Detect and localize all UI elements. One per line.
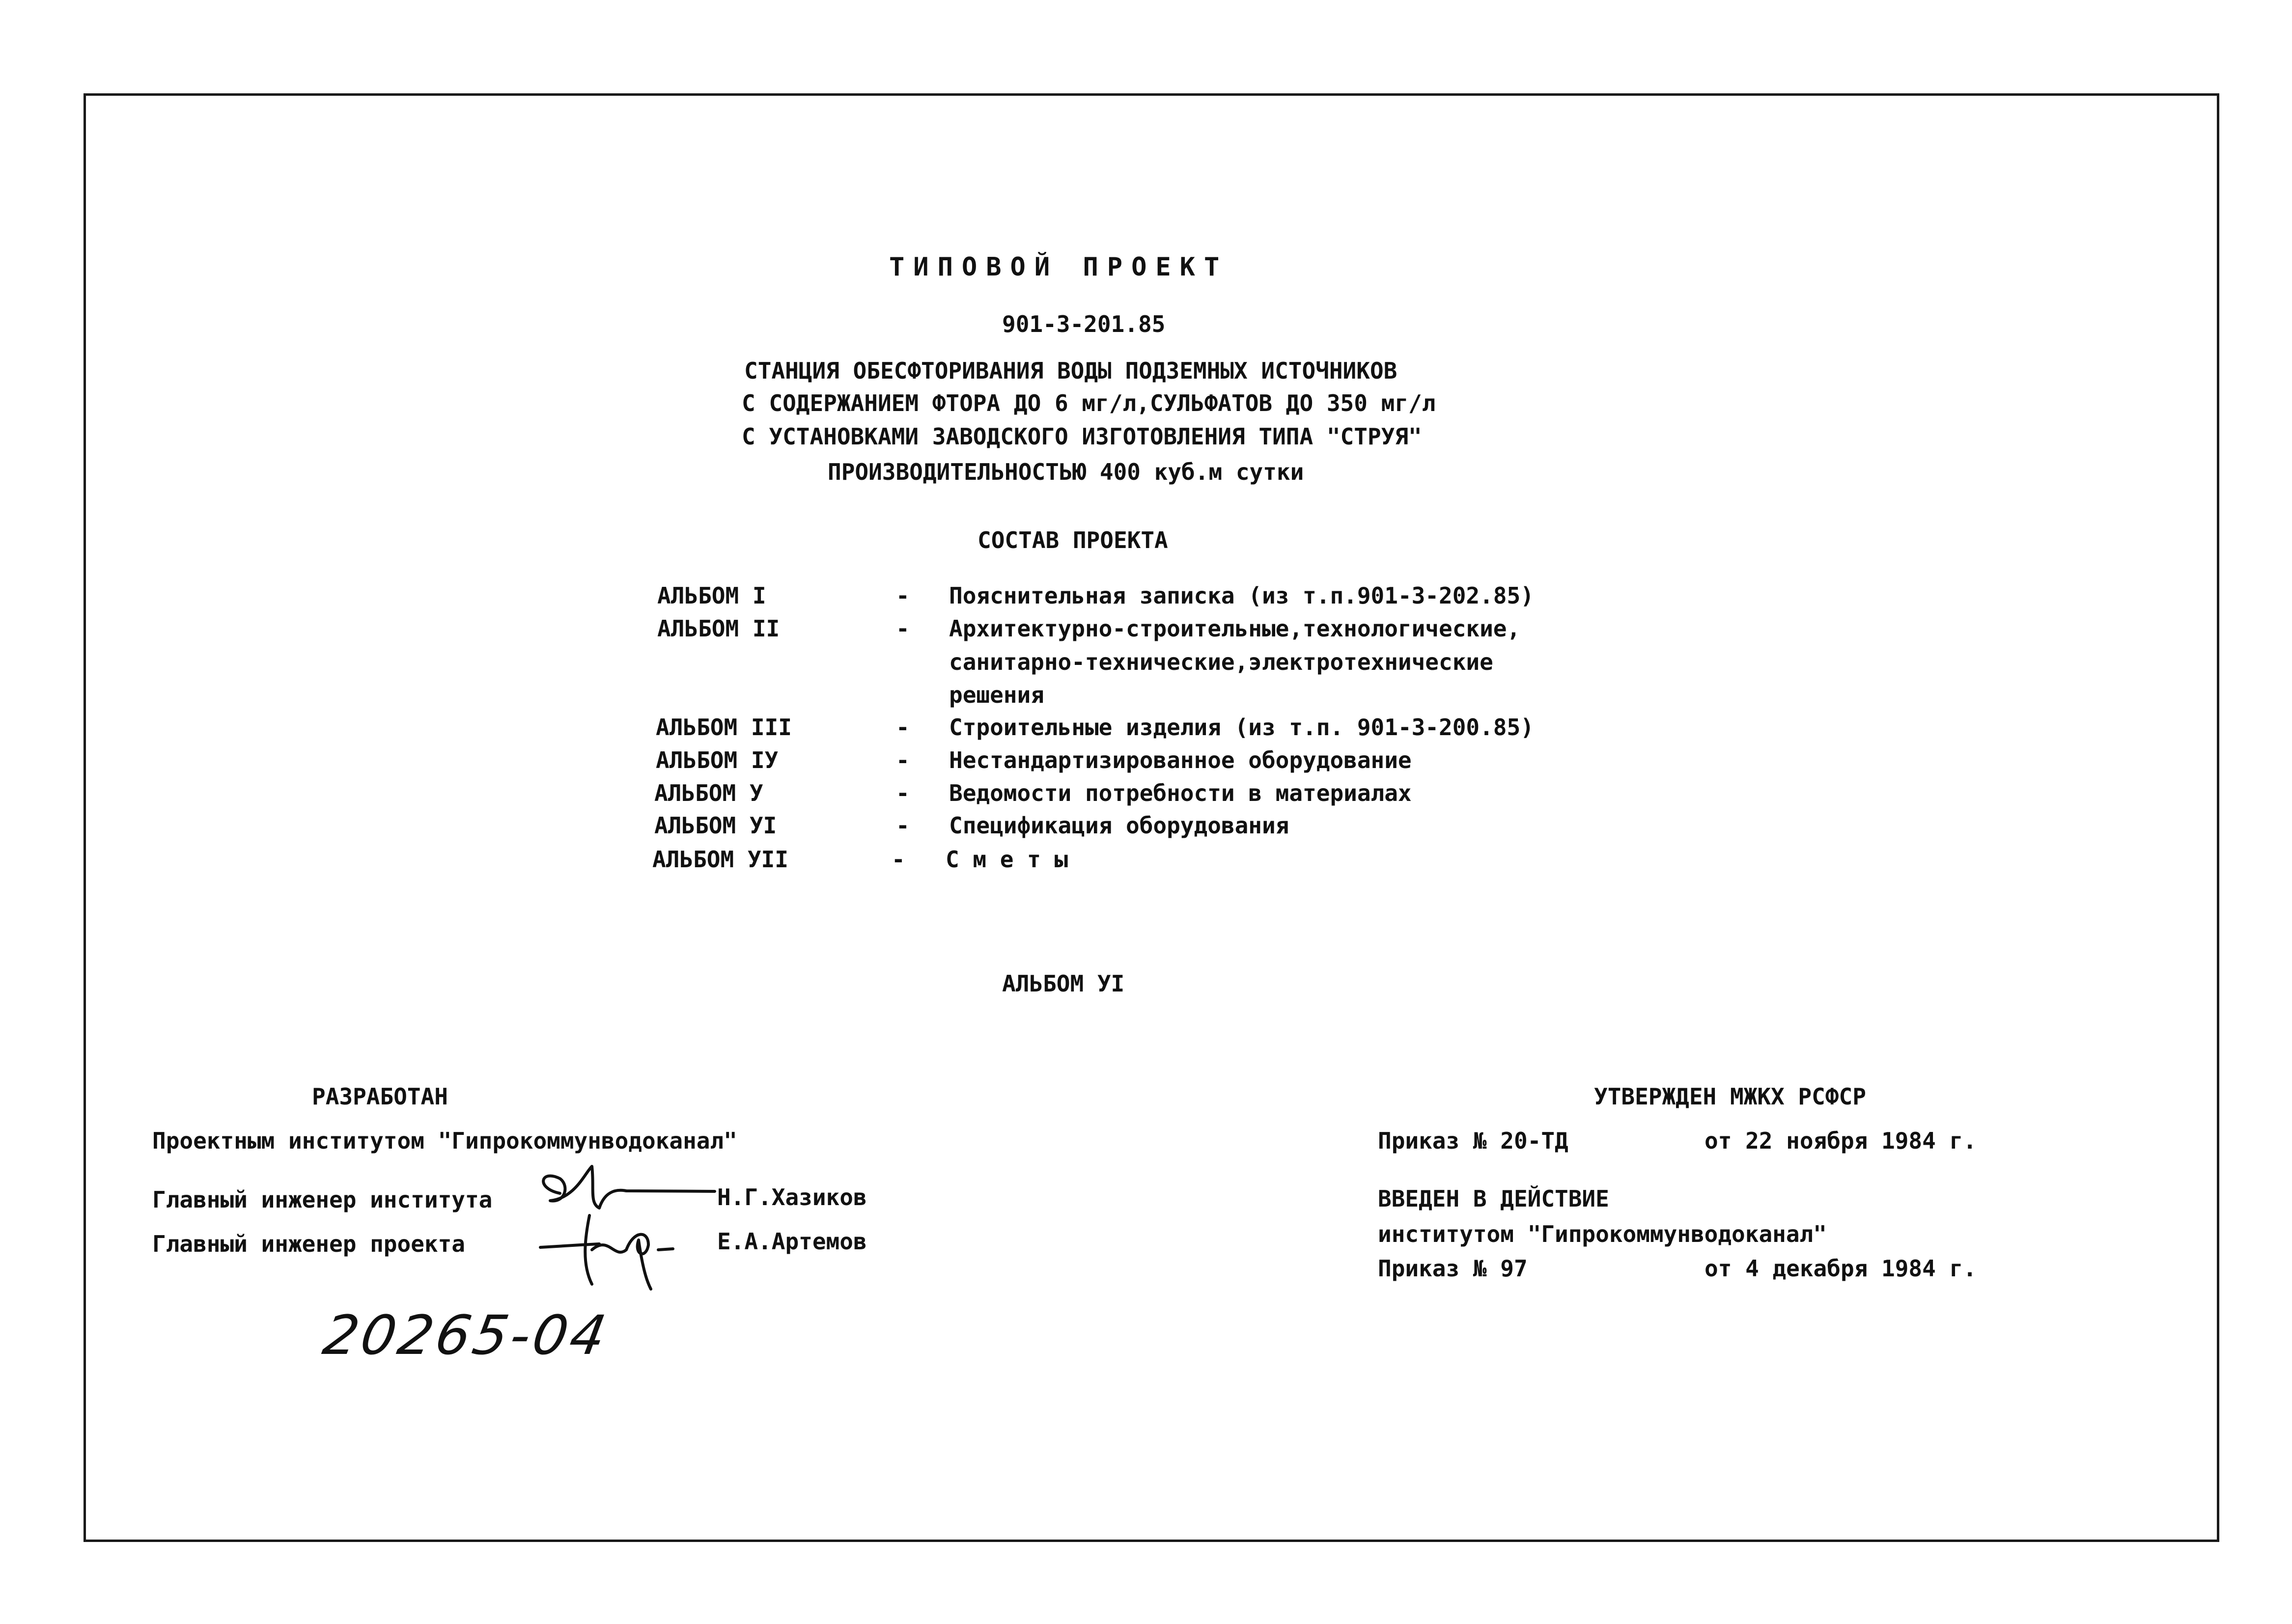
handwritten-archive-number: 20265-04	[318, 1304, 614, 1367]
album-description: Ведомости потребности в материалах	[949, 780, 1412, 806]
approval-order: Приказ № 20-ТД	[1378, 1128, 1568, 1154]
description-line-1: СТАНЦИЯ ОБЕСФТОРИВАНИЯ ВОДЫ ПОДЗЕМНЫХ ИСТОЧНИКОВ	[744, 358, 1398, 384]
album-description: Пояснительная записка (из т.п.901-3-202.85)	[949, 582, 1534, 609]
album-name: АЛЬБОМ У	[654, 780, 763, 806]
composition-heading: СОСТАВ ПРОЕКТА	[978, 527, 1168, 553]
album-description: Строительные изделия (из т.п. 901-3-200.85)	[949, 714, 1534, 741]
album-description: С м е т ы	[946, 846, 1068, 873]
list-dash: -	[896, 582, 910, 609]
list-dash: -	[892, 846, 905, 873]
album-description: санитарно-технические,электротехнические	[949, 649, 1493, 675]
chief-engineer-project-label: Главный инженер проекта	[152, 1231, 465, 1257]
approved-heading: УТВЕРЖДЕН МЖКХ РСФСР	[1594, 1083, 1866, 1110]
document-title: ТИПОВОЙ ПРОЕКТ	[889, 252, 1229, 282]
album-name: АЛЬБОМ II	[657, 615, 780, 642]
album-description: решения	[949, 682, 1044, 708]
project-code: 901-3-201.85	[1002, 311, 1166, 337]
description-line-4: ПРОИЗВОДИТЕЛЬНОСТЬЮ 400 куб.м сутки	[828, 459, 1304, 485]
album-description: Спецификация оборудования	[949, 812, 1289, 839]
list-dash: -	[896, 714, 910, 741]
album-name: АЛЬБОМ I	[657, 582, 766, 609]
enacted-by: институтом "Гипрокоммунводоканал"	[1378, 1221, 1827, 1247]
description-line-3: С УСТАНОВКАМИ ЗАВОДСКОГО ИЗГОТОВЛЕНИЯ ТИПА "СТРУЯ"	[742, 423, 1422, 450]
developed-heading: РАЗРАБОТАН	[312, 1083, 448, 1110]
description-line-2: С СОДЕРЖАНИЕМ ФТОРА ДО 6 мг/л,СУЛЬФАТОВ ДО 350 мг/л	[742, 390, 1436, 416]
developed-institute: Проектным институтом "Гипрокоммунводоканал"	[152, 1128, 737, 1154]
enacted-heading: ВВЕДЕН В ДЕЙСТВИЕ	[1378, 1185, 1609, 1212]
list-dash: -	[896, 812, 910, 839]
list-dash: -	[896, 747, 910, 773]
list-dash: -	[896, 780, 910, 806]
album-name: АЛЬБОМ IУ	[656, 747, 779, 773]
list-dash: -	[896, 615, 910, 642]
album-description: Архитектурно-строительные,технологические,	[949, 615, 1521, 642]
album-name: АЛЬБОМ III	[656, 714, 792, 741]
chief-engineer-institute-label: Главный инженер института	[152, 1186, 493, 1213]
enactment-order-date: от 4 декабря 1984 г.	[1705, 1255, 1977, 1282]
signature-project-engineer	[535, 1211, 693, 1289]
approval-order-date: от 22 ноября 1984 г.	[1705, 1128, 1977, 1154]
album-name: АЛЬБОМ УII	[652, 846, 788, 873]
chief-engineer-project-name: Е.А.Артемов	[717, 1228, 867, 1255]
album-description: Нестандартизированное оборудование	[949, 747, 1412, 773]
chief-engineer-institute-name: Н.Г.Хазиков	[717, 1184, 867, 1211]
enactment-order: Приказ № 97	[1378, 1255, 1528, 1282]
current-album: АЛЬБОМ УI	[1002, 970, 1125, 997]
album-name: АЛЬБОМ УI	[654, 812, 777, 839]
